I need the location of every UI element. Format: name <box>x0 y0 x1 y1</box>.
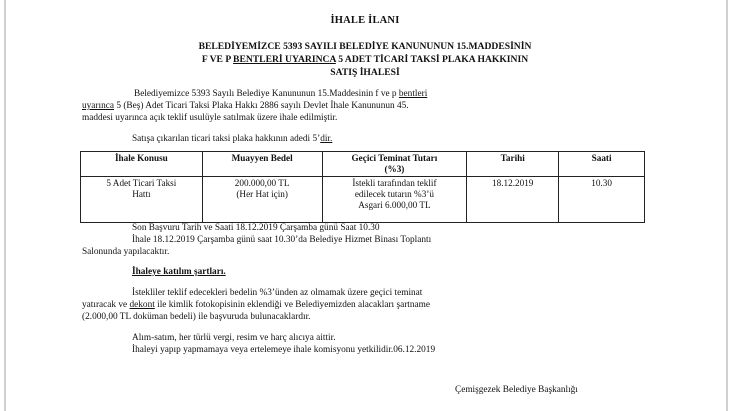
konu-line-1: 5 Adet Ticari Taksi <box>106 178 177 188</box>
heading-line-2-pre: F VE P <box>201 54 234 65</box>
conditions-title: İhaleye katılım şartları. <box>132 267 226 277</box>
bedel-line-1: 200.000,00 TL <box>234 178 290 188</box>
header-ihale-konusu: İhale Konusu <box>81 152 203 177</box>
table-header-row <box>81 152 645 177</box>
teminat-line-3: Asgari 6.000,00 TL <box>358 200 431 210</box>
teminat-line-2: edilecek tutarın %3’ü <box>354 189 434 199</box>
heading-line-2-post: 5 ADET TİCARİ TAKSİ PLAKA HAKKININ <box>335 54 529 65</box>
plate-count-underlined: dir. <box>320 134 333 144</box>
heading-line-2-underlined: BENTLERİ UYARINCA <box>233 54 336 65</box>
cell-muayyen-bedel <box>202 177 322 223</box>
conditions-line-2-underlined: dekont <box>129 300 155 310</box>
header-teminat-line-2: (%3) <box>384 164 405 174</box>
bedel-line-2: (Her Hat için) <box>236 189 288 199</box>
cell-tarihi: 18.12.2019 <box>467 177 559 223</box>
plate-count-sentence <box>132 133 612 146</box>
plate-count-pre: Satışa çıkarılan ticari taksi plaka hakkının adedi 5’ <box>132 134 321 144</box>
conditions-line-2-post: ile kimlik fotokopisinin eklendiği ve Belediyemizden alacakları şartname <box>154 300 431 310</box>
commission-note: İhaleyi yapıp yapmamaya veya ertelemeye ihale komisyonu yetkilidir.06.12.2019 <box>132 345 436 355</box>
document-heading <box>100 40 630 79</box>
conditions-line-1: İstekliler teklif edecekleri bedelin %3’ünden az olmamak üzere geçici teminat <box>132 288 423 298</box>
tender-details-table <box>80 151 645 223</box>
heading-line-1: BELEDİYEMİZCE 5393 SAYILI BELEDİYE KANUNUNUN 15.MADDESİNİN <box>198 41 532 52</box>
heading-line-2 <box>100 53 630 66</box>
header-teminat-line-1: Geçici Teminat Tutarı <box>351 153 438 163</box>
deadline-line: Son Başvuru Tarih ve Saati 18.12.2019 Çarşamba günü Saat 10.30 <box>132 223 380 233</box>
intro-line-1 <box>134 88 649 101</box>
konu-line-2: Hattı <box>132 189 151 199</box>
header-tarihi: Tarihi <box>467 152 559 177</box>
venue-line-1: İhale 18.12.2019 Çarşamba günü saat 10.30’da Belediye Hizmet Binası Toplantı <box>132 235 432 245</box>
header-muayyen-bedel: Muayyen Bedel <box>202 152 322 177</box>
venue-line-2: Salonunda yapılacaktır. <box>82 247 170 257</box>
cell-gecici-teminat <box>322 177 467 223</box>
cell-saati: 10.30 <box>559 177 645 223</box>
conditions-line-2-pre: yatıracak ve <box>82 300 130 310</box>
table-row <box>81 177 645 223</box>
conditions-line-3: (2.000,00 TL doküman bedeli) ile başvuruda bulunacaklardır. <box>82 312 311 322</box>
cell-ihale-konusu <box>81 177 203 223</box>
teminat-line-1: İstekli tarafından teklif <box>352 178 437 188</box>
intro-line-2-underlined: uyarınca <box>82 101 115 111</box>
intro-line-1-pre: Belediyemizce 5393 Sayılı Belediye Kanununun 15.Maddesinin f ve p <box>134 89 399 99</box>
document-title: İHALE İLANI <box>330 15 400 26</box>
tax-note: Alım-satım, her türlü vergi, resim ve harç alıcıya aittir. <box>132 333 336 343</box>
intro-line-1-underlined: bentleri <box>398 89 428 99</box>
intro-line-3: maddesi uyarınca açık teklif usulüyle satılmak üzere ihale edilmiştir. <box>82 113 338 123</box>
intro-line-2 <box>82 100 652 113</box>
intro-line-2-post: 5 (Beş) Adet Ticari Taksi Plaka Hakkı 2886 sayılı Devlet İhale Kanununun 45. <box>114 101 409 111</box>
header-gecici-teminat <box>322 152 467 177</box>
signature: Çemişgezek Belediye Başkanlığı <box>455 385 578 395</box>
header-saati: Saati <box>559 152 645 177</box>
conditions-line-2 <box>82 299 652 312</box>
heading-line-3: SATIŞ İHALESİ <box>330 67 400 78</box>
